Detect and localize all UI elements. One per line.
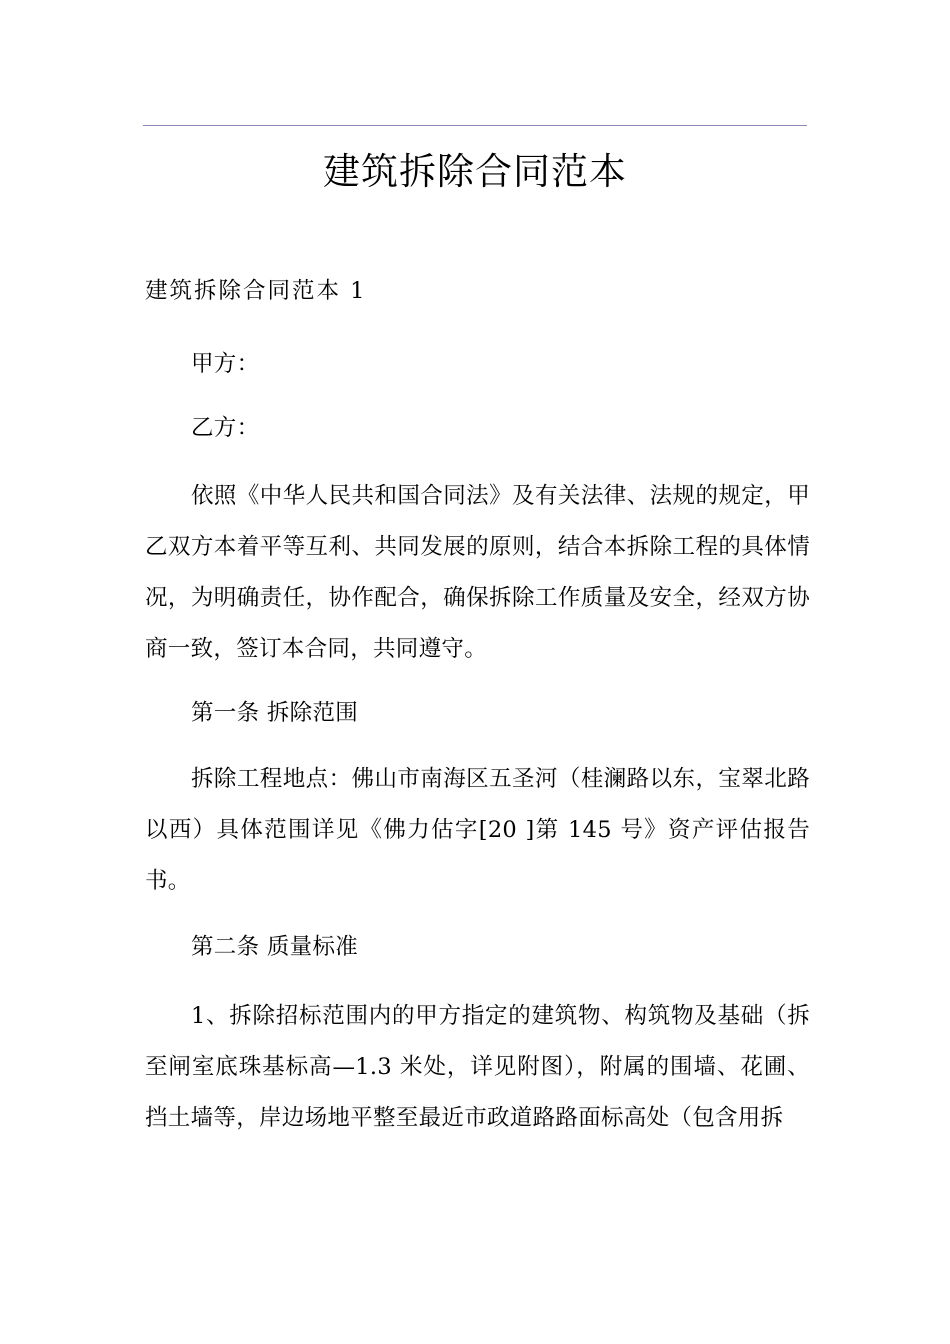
article-2-clause-1: 1、拆除招标范围内的甲方指定的建筑物、构筑物及基础（拆至闸室底珠基标高—1.3 米处，详见附图），附属的围墙、花圃、挡土墙等，岸边场地平整至最近市政道路路面标高处（包含用拆: [145, 1003, 810, 1131]
article-1-paragraph: 拆除工程地点：佛山市南海区五圣河（桂澜路以东，宝翠北路以西）具体范围详见《佛力估字[20 ]第 145 号》资产评估报告书。: [145, 766, 810, 894]
party-b-line: 乙方：: [191, 415, 260, 441]
header-rule: [143, 125, 807, 126]
document-title: 建筑拆除合同范本: [323, 150, 627, 193]
section-heading: 建筑拆除合同范本 1: [145, 278, 367, 304]
preamble-paragraph: 依照《中华人民共和国合同法》及有关法律、法规的规定，甲乙双方本着平等互利、共同发展的原则，结合本拆除工程的具体情况，为明确责任，协作配合，确保拆除工作质量及安全，经双方协商一致，签订本合同，共同遵守。: [145, 483, 810, 662]
party-a-line: 甲方：: [191, 351, 260, 377]
article-2-heading: 第二条 质量标准: [191, 934, 359, 960]
article-1-heading: 第一条 拆除范围: [191, 700, 359, 726]
